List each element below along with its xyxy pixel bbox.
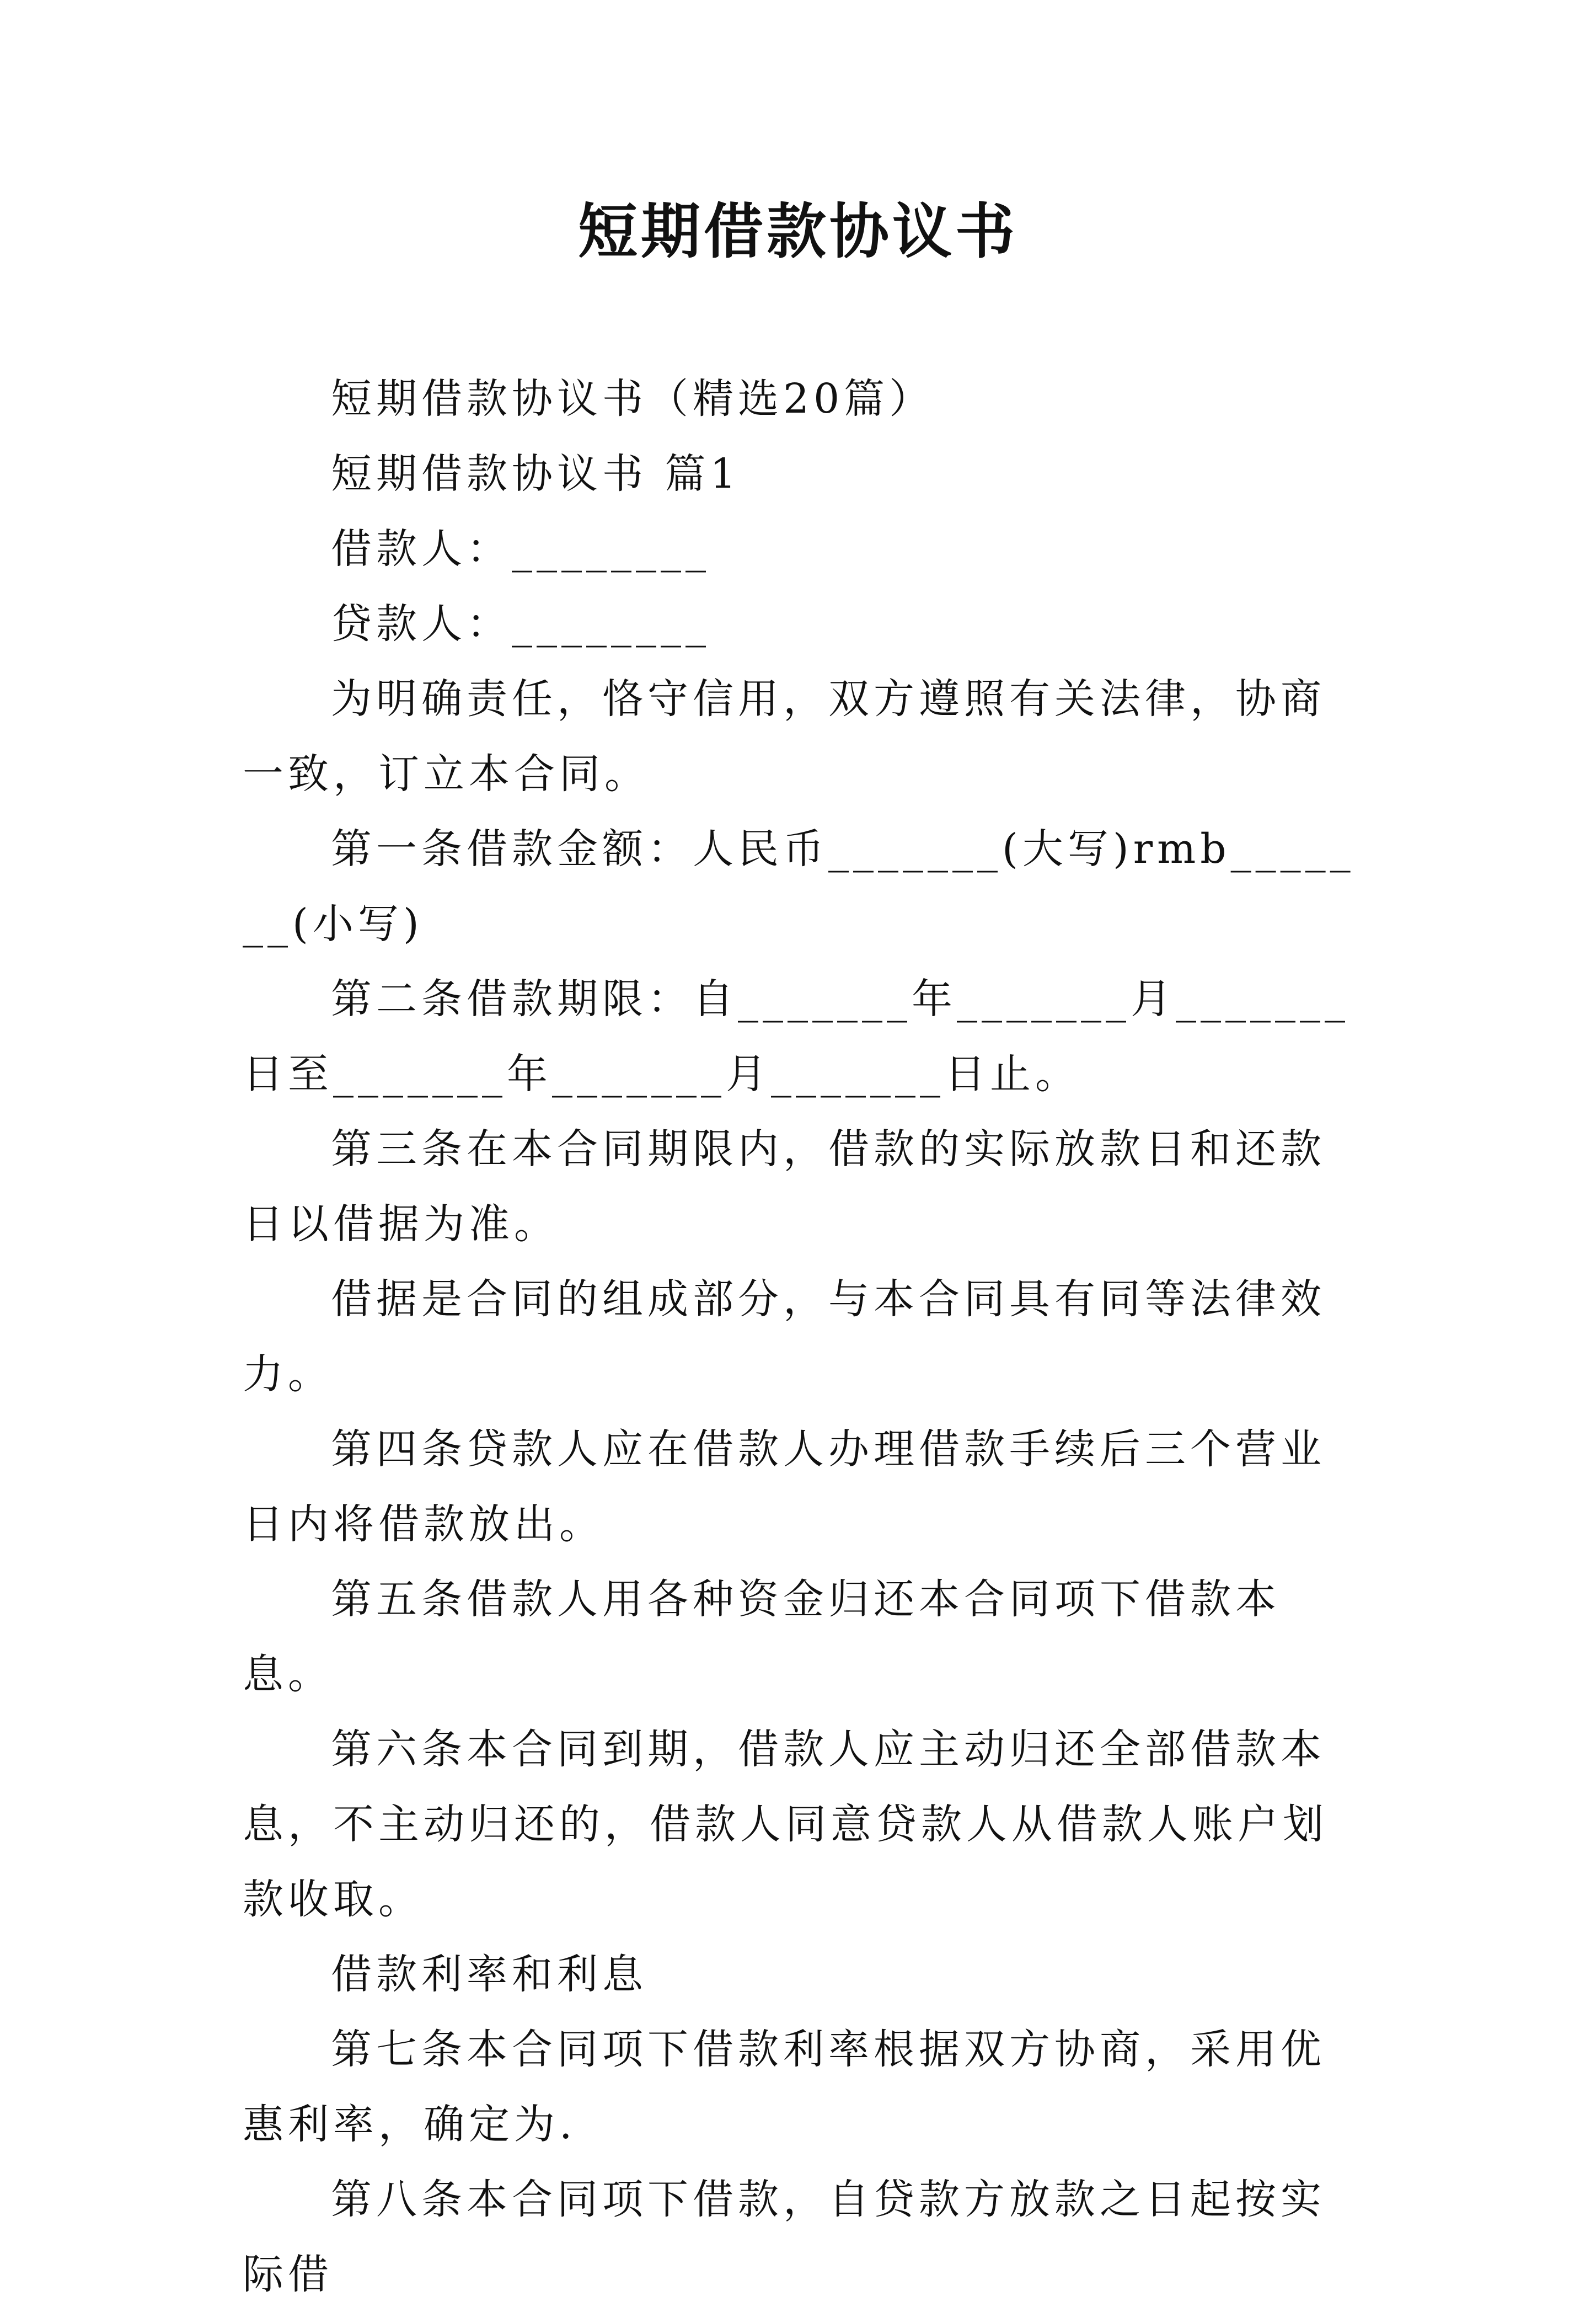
article-2: 第二条借款期限：自_______年_______月_______日至_______年_______月_______日止。 xyxy=(243,975,1349,1098)
article-4: 第四条贷款人应在借款人办理借款手续后三个营业日内将借款放出。 xyxy=(243,1425,1326,1548)
preamble-paragraph: 为明确责任，恪守信用，双方遵照有关法律，协商一致，订立本合同。 xyxy=(243,675,1326,798)
article-8: 第八条本合同项下借款，自贷款方放款之日起按实际借 xyxy=(243,2176,1326,2298)
borrower-line: 借款人：________ xyxy=(331,525,710,573)
article-6: 第六条本合同到期，借款人应主动归还全部借款本息，不主动归还的，借款人同意贷款人从借款人账户划款收取。 xyxy=(243,1726,1328,1923)
section-heading: 短期借款协议书 篇1 xyxy=(331,450,741,498)
document-body xyxy=(243,361,1368,2312)
interest-heading: 借款利率和利息 xyxy=(331,1951,647,1998)
subtitle-selected: 短期借款协议书（精选20篇） xyxy=(331,375,935,423)
article-1: 第一条借款金额：人民币_______(大写)rmb_______(小写) xyxy=(243,825,1355,948)
lender-line: 贷款人：________ xyxy=(331,600,710,648)
article-5: 第五条借款人用各种资金归还本合同项下借款本息。 xyxy=(243,1576,1281,1698)
receipt-paragraph: 借据是合同的组成部分，与本合同具有同等法律效力。 xyxy=(243,1275,1326,1398)
document-title: 短期借款协议书 xyxy=(577,197,1018,266)
article-3: 第三条在本合同期限内，借款的实际放款日和还款日以借据为准。 xyxy=(243,1125,1326,1248)
article-7: 第七条本合同项下借款利率根据双方协商，采用优惠利率，确定为. xyxy=(243,2026,1326,2148)
